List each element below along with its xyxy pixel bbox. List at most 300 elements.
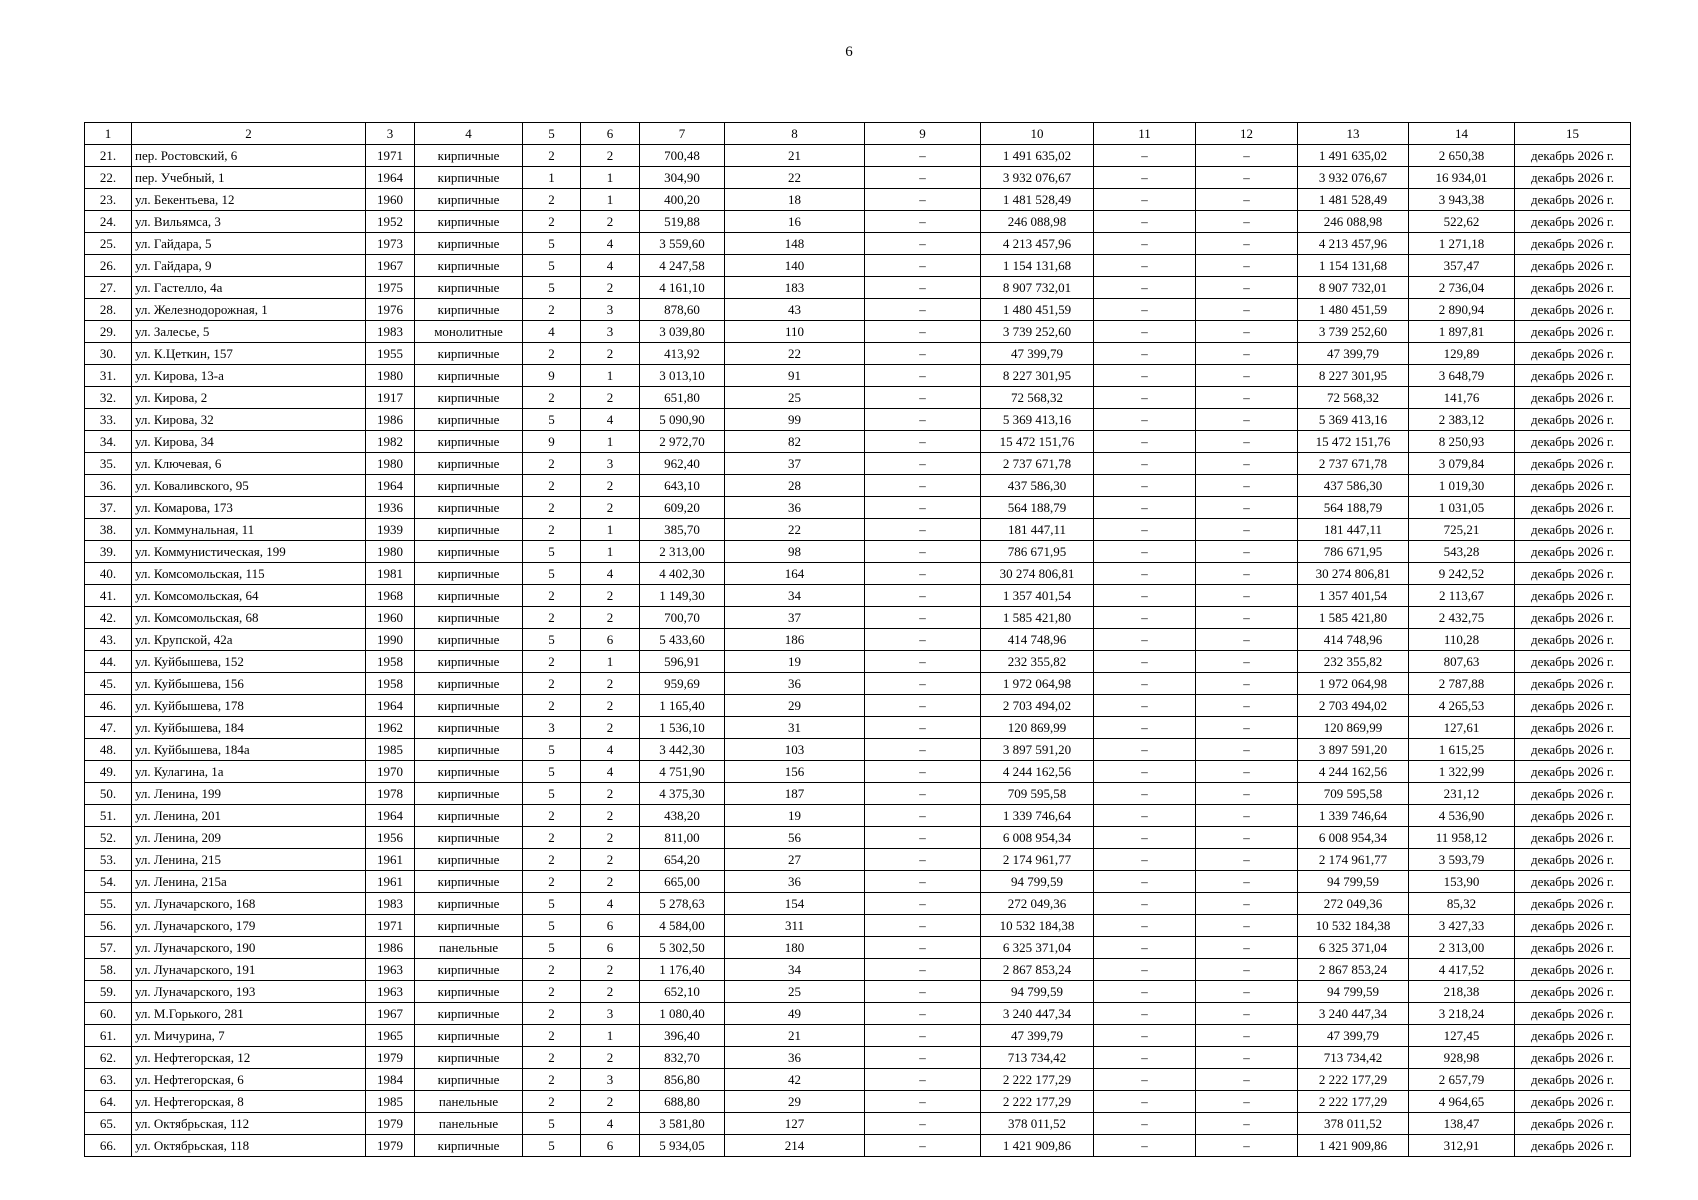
table-cell: 4	[523, 321, 581, 343]
table-cell: 2	[523, 981, 581, 1003]
table-cell: 4 417,52	[1409, 959, 1515, 981]
table-cell: –	[1094, 827, 1196, 849]
table-cell: –	[1094, 519, 1196, 541]
table-cell: 878,60	[640, 299, 725, 321]
table-cell: 5	[523, 1135, 581, 1157]
table-cell: 3	[581, 453, 640, 475]
table-cell: 24.	[85, 211, 132, 233]
table-cell: декабрь 2026 г.	[1515, 167, 1631, 189]
table-cell: 27.	[85, 277, 132, 299]
table-cell: кирпичные	[415, 607, 523, 629]
table-cell: 25	[725, 981, 865, 1003]
table-cell: 357,47	[1409, 255, 1515, 277]
table-cell: 2	[523, 145, 581, 167]
table-cell: ул. Куйбышева, 184а	[132, 739, 366, 761]
table-cell: панельные	[415, 1091, 523, 1113]
table-cell: 30 274 806,81	[1298, 563, 1409, 585]
table-cell: 2 737 671,78	[981, 453, 1094, 475]
table-cell: 2	[523, 871, 581, 893]
table-cell: –	[1196, 717, 1298, 739]
table-cell: –	[1196, 563, 1298, 585]
table-cell: –	[1196, 1025, 1298, 1047]
table-cell: 1 154 131,68	[1298, 255, 1409, 277]
table-row	[85, 585, 1631, 607]
table-cell: декабрь 2026 г.	[1515, 1047, 1631, 1069]
table-row	[85, 541, 1631, 563]
table-cell: 138,47	[1409, 1113, 1515, 1135]
table-cell: 16 934,01	[1409, 167, 1515, 189]
table-cell: –	[1094, 541, 1196, 563]
table-cell: 2	[523, 211, 581, 233]
column-header: 5	[523, 123, 581, 145]
table-cell: –	[865, 233, 981, 255]
table-cell: –	[865, 827, 981, 849]
table-cell: –	[865, 321, 981, 343]
table-cell: 22	[725, 343, 865, 365]
table-cell: 713 734,42	[981, 1047, 1094, 1069]
table-cell: 94 799,59	[1298, 981, 1409, 1003]
table-cell: 1982	[366, 431, 415, 453]
table-cell: 36	[725, 673, 865, 695]
table-cell: –	[1094, 299, 1196, 321]
table-cell: 94 799,59	[981, 981, 1094, 1003]
table-cell: 2	[581, 871, 640, 893]
table-cell: 47 399,79	[981, 1025, 1094, 1047]
table-cell: 5 433,60	[640, 629, 725, 651]
table-cell: 110	[725, 321, 865, 343]
table-cell: –	[1196, 145, 1298, 167]
table-cell: 3 581,80	[640, 1113, 725, 1135]
table-cell: 2	[581, 981, 640, 1003]
table-cell: 596,91	[640, 651, 725, 673]
table-cell: –	[865, 849, 981, 871]
table-cell: ул. Луначарского, 193	[132, 981, 366, 1003]
table-cell: 786 671,95	[1298, 541, 1409, 563]
table-cell: 94 799,59	[1298, 871, 1409, 893]
table-cell: 44.	[85, 651, 132, 673]
table-cell: 18	[725, 189, 865, 211]
table-cell: 5	[523, 563, 581, 585]
table-cell: кирпичные	[415, 915, 523, 937]
table-cell: ул. Кирова, 2	[132, 387, 366, 409]
table-cell: ул. Нефтегорская, 8	[132, 1091, 366, 1113]
table-cell: 2	[523, 1047, 581, 1069]
table-cell: 1970	[366, 761, 415, 783]
table-cell: –	[1196, 937, 1298, 959]
table-cell: –	[1094, 629, 1196, 651]
table-cell: –	[1094, 937, 1196, 959]
table-cell: декабрь 2026 г.	[1515, 409, 1631, 431]
table-cell: 2 867 853,24	[981, 959, 1094, 981]
table-cell: 1979	[366, 1113, 415, 1135]
table-cell: 1961	[366, 871, 415, 893]
table-cell: 2	[581, 607, 640, 629]
table-cell: 5 090,90	[640, 409, 725, 431]
table-cell: 6 008 954,34	[981, 827, 1094, 849]
table-cell: –	[1094, 233, 1196, 255]
table-cell: 180	[725, 937, 865, 959]
table-cell: декабрь 2026 г.	[1515, 475, 1631, 497]
table-cell: декабрь 2026 г.	[1515, 1113, 1631, 1135]
table-row	[85, 343, 1631, 365]
table-cell: 1 019,30	[1409, 475, 1515, 497]
table-row	[85, 695, 1631, 717]
table-cell: декабрь 2026 г.	[1515, 805, 1631, 827]
table-cell: 1 165,40	[640, 695, 725, 717]
table-cell: 1	[523, 167, 581, 189]
table-cell: 1964	[366, 695, 415, 717]
table-cell: 2	[523, 827, 581, 849]
table-cell: 2	[523, 651, 581, 673]
table-cell: 304,90	[640, 167, 725, 189]
table-row	[85, 365, 1631, 387]
table-cell: –	[865, 431, 981, 453]
table-cell: 110,28	[1409, 629, 1515, 651]
table-row	[85, 167, 1631, 189]
column-header: 11	[1094, 123, 1196, 145]
table-cell: 1 897,81	[1409, 321, 1515, 343]
table-cell: 1962	[366, 717, 415, 739]
table-cell: –	[1094, 607, 1196, 629]
table-cell: декабрь 2026 г.	[1515, 651, 1631, 673]
table-cell: –	[1196, 1069, 1298, 1091]
table-row	[85, 1025, 1631, 1047]
table-cell: кирпичные	[415, 189, 523, 211]
table-cell: 2	[581, 1047, 640, 1069]
table-cell: 438,20	[640, 805, 725, 827]
table-cell: –	[1094, 277, 1196, 299]
table-cell: 1 536,10	[640, 717, 725, 739]
table-cell: –	[1094, 321, 1196, 343]
table-cell: 2 867 853,24	[1298, 959, 1409, 981]
table-cell: –	[1196, 387, 1298, 409]
table-cell: 120 869,99	[1298, 717, 1409, 739]
table-cell: 3	[523, 717, 581, 739]
table-cell: 3 240 447,34	[981, 1003, 1094, 1025]
table-cell: 45.	[85, 673, 132, 695]
table-cell: кирпичные	[415, 497, 523, 519]
table-cell: 43	[725, 299, 865, 321]
table-cell: ул. Куйбышева, 184	[132, 717, 366, 739]
table-cell: 26.	[85, 255, 132, 277]
table-cell: 16	[725, 211, 865, 233]
table-cell: 5	[523, 915, 581, 937]
table-row	[85, 1091, 1631, 1113]
table-cell: 36	[725, 497, 865, 519]
table-cell: 378 011,52	[981, 1113, 1094, 1135]
table-cell: 8 227 301,95	[981, 365, 1094, 387]
table-cell: ул. Луначарского, 179	[132, 915, 366, 937]
table-cell: 62.	[85, 1047, 132, 1069]
table-cell: 2	[581, 783, 640, 805]
table-cell: 30 274 806,81	[981, 563, 1094, 585]
table-cell: –	[1196, 629, 1298, 651]
table-cell: 522,62	[1409, 211, 1515, 233]
table-cell: 1 585 421,80	[1298, 607, 1409, 629]
table-cell: –	[1094, 387, 1196, 409]
table-cell: 1979	[366, 1047, 415, 1069]
table-cell: –	[1094, 365, 1196, 387]
table-cell: 59.	[85, 981, 132, 1003]
table-cell: 6	[581, 915, 640, 937]
table-cell: 2	[523, 1003, 581, 1025]
table-cell: 2 113,67	[1409, 585, 1515, 607]
table-cell: 688,80	[640, 1091, 725, 1113]
table-cell: –	[1094, 717, 1196, 739]
table-cell: 2	[523, 453, 581, 475]
table-cell: 36.	[85, 475, 132, 497]
table-cell: ул. Коммунальная, 11	[132, 519, 366, 541]
table-cell: кирпичные	[415, 1135, 523, 1157]
table-cell: 2	[581, 497, 640, 519]
table-cell: 41.	[85, 585, 132, 607]
table-cell: 3 897 591,20	[981, 739, 1094, 761]
table-cell: –	[1094, 651, 1196, 673]
table-cell: кирпичные	[415, 211, 523, 233]
table-cell: панельные	[415, 937, 523, 959]
table-cell: 643,10	[640, 475, 725, 497]
table-cell: 183	[725, 277, 865, 299]
table-cell: 2	[581, 673, 640, 695]
table-row	[85, 519, 1631, 541]
table-cell: кирпичные	[415, 145, 523, 167]
table-cell: –	[1094, 1113, 1196, 1135]
table-cell: 4	[581, 233, 640, 255]
table-cell: 47 399,79	[1298, 1025, 1409, 1047]
table-cell: 1971	[366, 915, 415, 937]
table-cell: –	[1196, 365, 1298, 387]
table-cell: 19	[725, 651, 865, 673]
table-cell: кирпичные	[415, 717, 523, 739]
table-cell: декабрь 2026 г.	[1515, 761, 1631, 783]
table-cell: 15 472 151,76	[1298, 431, 1409, 453]
table-cell: кирпичные	[415, 805, 523, 827]
table-cell: –	[865, 651, 981, 673]
table-cell: –	[1196, 1047, 1298, 1069]
table-cell: 231,12	[1409, 783, 1515, 805]
table-cell: 5	[523, 541, 581, 563]
table-cell: 1980	[366, 365, 415, 387]
table-cell: кирпичные	[415, 695, 523, 717]
table-cell: 72 568,32	[981, 387, 1094, 409]
table-cell: кирпичные	[415, 959, 523, 981]
column-header: 15	[1515, 123, 1631, 145]
table-cell: 2	[523, 1025, 581, 1047]
table-cell: ул. М.Горького, 281	[132, 1003, 366, 1025]
table-cell: 31	[725, 717, 865, 739]
table-cell: 5 369 413,16	[981, 409, 1094, 431]
table-cell: –	[1094, 563, 1196, 585]
table-cell: 64.	[85, 1091, 132, 1113]
table-cell: декабрь 2026 г.	[1515, 541, 1631, 563]
table-cell: –	[865, 937, 981, 959]
table-cell: –	[1196, 277, 1298, 299]
table-row	[85, 145, 1631, 167]
table-cell: 21.	[85, 145, 132, 167]
table-cell: панельные	[415, 1113, 523, 1135]
table-row	[85, 717, 1631, 739]
table-cell: 3 897 591,20	[1298, 739, 1409, 761]
table-cell: 651,80	[640, 387, 725, 409]
table-cell: 22	[725, 167, 865, 189]
table-cell: 30.	[85, 343, 132, 365]
table-cell: монолитные	[415, 321, 523, 343]
table-cell: 154	[725, 893, 865, 915]
table-cell: декабрь 2026 г.	[1515, 497, 1631, 519]
table-cell: кирпичные	[415, 893, 523, 915]
table-cell: 2	[523, 1069, 581, 1091]
header-row	[85, 123, 1631, 145]
table-cell: 2 174 961,77	[1298, 849, 1409, 871]
table-cell: –	[865, 365, 981, 387]
table-cell: 4	[581, 255, 640, 277]
table-cell: 2	[523, 497, 581, 519]
table-cell: 1985	[366, 1091, 415, 1113]
table-cell: 725,21	[1409, 519, 1515, 541]
table-cell: 962,40	[640, 453, 725, 475]
table-cell: 1985	[366, 739, 415, 761]
table-cell: декабрь 2026 г.	[1515, 145, 1631, 167]
table-cell: –	[1196, 541, 1298, 563]
table-cell: 272 049,36	[1298, 893, 1409, 915]
table-cell: 1 480 451,59	[981, 299, 1094, 321]
table-cell: 8 227 301,95	[1298, 365, 1409, 387]
table-cell: кирпичные	[415, 1003, 523, 1025]
table-cell: –	[865, 211, 981, 233]
table-cell: 1 481 528,49	[981, 189, 1094, 211]
table-cell: декабрь 2026 г.	[1515, 981, 1631, 1003]
table-cell: 35.	[85, 453, 132, 475]
table-cell: 1 615,25	[1409, 739, 1515, 761]
table-cell: 2	[523, 189, 581, 211]
table-cell: декабрь 2026 г.	[1515, 563, 1631, 585]
table-cell: 98	[725, 541, 865, 563]
table-cell: 5	[523, 255, 581, 277]
table-cell: 700,48	[640, 145, 725, 167]
table-cell: –	[1196, 959, 1298, 981]
table-cell: 2	[581, 343, 640, 365]
table-cell: 22	[725, 519, 865, 541]
table-cell: 2	[523, 585, 581, 607]
table-cell: 1 357 401,54	[981, 585, 1094, 607]
table-cell: –	[1196, 409, 1298, 431]
table-cell: 1956	[366, 827, 415, 849]
table-row	[85, 277, 1631, 299]
table-cell: 1	[581, 651, 640, 673]
table-cell: –	[1196, 1135, 1298, 1157]
table-cell: 2	[581, 827, 640, 849]
table-row	[85, 937, 1631, 959]
table-cell: 1983	[366, 321, 415, 343]
column-header: 13	[1298, 123, 1409, 145]
table-cell: 9	[523, 365, 581, 387]
table-cell: 2	[581, 585, 640, 607]
table-cell: –	[865, 739, 981, 761]
table-cell: 5	[523, 409, 581, 431]
table-cell: –	[865, 387, 981, 409]
table-cell: 127,61	[1409, 717, 1515, 739]
table-cell: 856,80	[640, 1069, 725, 1091]
table-cell: ул. Кулагина, 1а	[132, 761, 366, 783]
table-cell: 4 964,65	[1409, 1091, 1515, 1113]
table-row	[85, 1113, 1631, 1135]
table-cell: –	[865, 893, 981, 915]
table-cell: –	[865, 1025, 981, 1047]
table-cell: –	[1094, 695, 1196, 717]
table-cell: –	[1196, 761, 1298, 783]
table-cell: ул. Комсомольская, 115	[132, 563, 366, 585]
table-cell: –	[1094, 497, 1196, 519]
table-cell: ул. Ключевая, 6	[132, 453, 366, 475]
table-cell: 519,88	[640, 211, 725, 233]
table-cell: 2	[523, 519, 581, 541]
table-cell: 1939	[366, 519, 415, 541]
table-cell: 65.	[85, 1113, 132, 1135]
table-cell: 3 932 076,67	[1298, 167, 1409, 189]
table-cell: 3 593,79	[1409, 849, 1515, 871]
table-cell: –	[865, 1003, 981, 1025]
table-cell: декабрь 2026 г.	[1515, 1069, 1631, 1091]
table-cell: 3 039,80	[640, 321, 725, 343]
table-cell: 414 748,96	[981, 629, 1094, 651]
table-cell: 1960	[366, 189, 415, 211]
table-cell: 246 088,98	[981, 211, 1094, 233]
table-cell: 713 734,42	[1298, 1047, 1409, 1069]
table-cell: 2 787,88	[1409, 673, 1515, 695]
table-cell: 1 585 421,80	[981, 607, 1094, 629]
table-cell: –	[1094, 871, 1196, 893]
table-row	[85, 607, 1631, 629]
table-cell: 37.	[85, 497, 132, 519]
table-cell: –	[1196, 893, 1298, 915]
table-cell: декабрь 2026 г.	[1515, 1003, 1631, 1025]
table-cell: 60.	[85, 1003, 132, 1025]
table-cell: 959,69	[640, 673, 725, 695]
table-cell: 2	[581, 1091, 640, 1113]
table-cell: –	[865, 585, 981, 607]
table-cell: –	[865, 1113, 981, 1135]
table-cell: –	[1196, 739, 1298, 761]
table-cell: –	[865, 145, 981, 167]
table-cell: 127	[725, 1113, 865, 1135]
table-cell: –	[865, 805, 981, 827]
table-cell: ул. Комарова, 173	[132, 497, 366, 519]
table-row	[85, 563, 1631, 585]
table-cell: 3 218,24	[1409, 1003, 1515, 1025]
table-cell: 400,20	[640, 189, 725, 211]
table-cell: 21	[725, 145, 865, 167]
table-row	[85, 255, 1631, 277]
table-cell: кирпичные	[415, 431, 523, 453]
table-cell: декабрь 2026 г.	[1515, 277, 1631, 299]
table-cell: кирпичные	[415, 343, 523, 365]
table-cell: 1965	[366, 1025, 415, 1047]
table-cell: 3 442,30	[640, 739, 725, 761]
table-cell: –	[1196, 981, 1298, 1003]
table-cell: 2 174 961,77	[981, 849, 1094, 871]
table-cell: 378 011,52	[1298, 1113, 1409, 1135]
table-cell: декабрь 2026 г.	[1515, 937, 1631, 959]
table-cell: декабрь 2026 г.	[1515, 453, 1631, 475]
table-cell: 437 586,30	[1298, 475, 1409, 497]
table-cell: 2	[523, 673, 581, 695]
table-cell: декабрь 2026 г.	[1515, 827, 1631, 849]
table-cell: 153,90	[1409, 871, 1515, 893]
table-cell: ул. Ленина, 199	[132, 783, 366, 805]
table-cell: кирпичные	[415, 1069, 523, 1091]
table-cell: –	[1094, 739, 1196, 761]
table-cell: 3 079,84	[1409, 453, 1515, 475]
